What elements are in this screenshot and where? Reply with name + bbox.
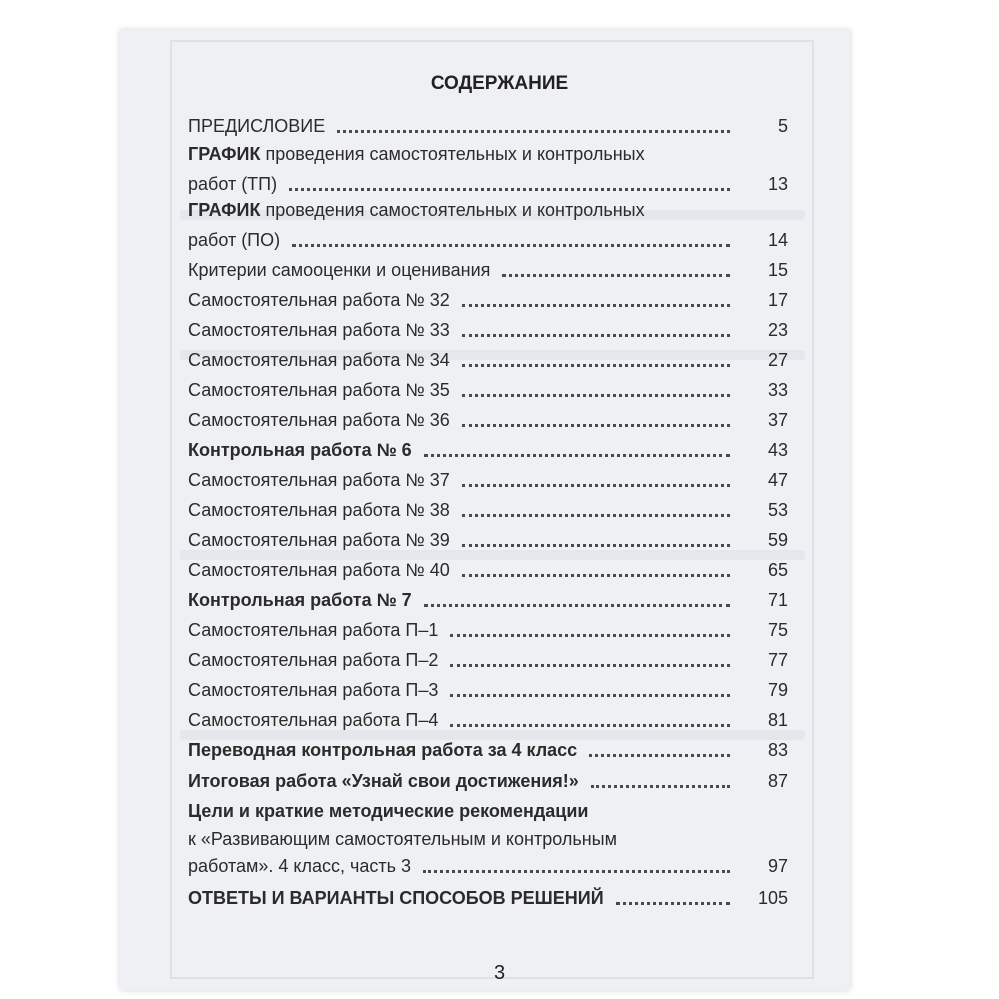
toc-entry-recommendations[interactable] xyxy=(188,797,748,853)
toc-entry-schedule-po-line2[interactable] xyxy=(188,222,788,251)
toc-entry-title: Критерии самооценки и оценивания xyxy=(188,260,491,280)
toc-entry-page: 77 xyxy=(767,650,788,670)
toc-entry-title: Самостоятельная работа № 36 xyxy=(188,410,450,430)
dot-leader xyxy=(424,453,730,457)
toc-entry[interactable] xyxy=(188,402,788,431)
toc-entry-title: ОТВЕТЫ И ВАРИАНТЫ СПОСОБОВ РЕШЕНИЙ xyxy=(188,888,604,908)
toc-entry-page: 27 xyxy=(767,350,788,370)
toc-entry-bold-title: ГРАФИК xyxy=(188,200,261,220)
dot-leader xyxy=(424,603,730,607)
dot-leader xyxy=(462,303,730,307)
toc-entry[interactable] xyxy=(188,672,788,701)
dot-leader xyxy=(591,784,730,788)
toc-entry-bold-title: ГРАФИК xyxy=(188,144,261,164)
toc-entry-page: 75 xyxy=(767,620,788,640)
toc-entry-page: 79 xyxy=(767,680,788,700)
toc-entry[interactable] xyxy=(188,312,788,341)
toc-entry-page: 14 xyxy=(767,230,788,250)
toc-entry[interactable] xyxy=(188,522,788,551)
toc-entry-transfer-test[interactable] xyxy=(188,732,788,761)
toc-entry[interactable] xyxy=(188,462,788,491)
toc-entry[interactable] xyxy=(188,702,788,731)
toc-entry[interactable] xyxy=(188,372,788,401)
toc-entry-title: работам». 4 класс, часть 3 xyxy=(188,856,412,876)
toc-entry-test[interactable] xyxy=(188,432,788,461)
toc-entry-title: Самостоятельная работа П–4 xyxy=(188,710,439,730)
toc-entry[interactable] xyxy=(188,552,788,581)
toc-entry-title: Контрольная работа № 7 xyxy=(188,590,412,610)
toc-entry-title: Самостоятельная работа № 34 xyxy=(188,350,450,370)
toc-entry-page: 23 xyxy=(767,320,788,340)
dot-leader xyxy=(589,753,730,757)
dot-leader xyxy=(289,187,730,191)
toc-entry-title: Итоговая работа «Узнай свои достижения!» xyxy=(188,771,579,791)
toc-entry-title: Самостоятельная работа № 40 xyxy=(188,560,450,580)
toc-entry-page: 65 xyxy=(767,560,788,580)
toc-entry-page: 17 xyxy=(767,290,788,310)
dot-leader xyxy=(462,573,730,577)
toc-entry[interactable] xyxy=(188,282,788,311)
toc-entry-schedule-tp[interactable] xyxy=(188,140,748,168)
toc-entry[interactable] xyxy=(188,342,788,371)
toc-entry-title: Самостоятельная работа № 38 xyxy=(188,500,450,520)
toc-entry-answers[interactable] xyxy=(188,880,788,909)
toc-entry-recommendations-line3[interactable] xyxy=(188,848,788,877)
toc-entry-title: работ (ТП) xyxy=(188,174,278,194)
dot-leader xyxy=(462,393,730,397)
toc-entry-bold-title: Цели и краткие методические рекомендации xyxy=(188,801,589,821)
toc-entry[interactable] xyxy=(188,612,788,641)
dot-leader xyxy=(337,129,730,133)
toc-entry-page: 81 xyxy=(767,710,788,730)
toc-entry-schedule-po[interactable] xyxy=(188,196,748,224)
toc-entry-page: 59 xyxy=(767,530,788,550)
toc-entry-title: проведения самостоятельных и контрольных xyxy=(265,144,645,164)
dot-leader xyxy=(450,723,730,727)
toc-entry-title: Самостоятельная работа П–3 xyxy=(188,680,439,700)
toc-entry-title: Контрольная работа № 6 xyxy=(188,440,412,460)
dot-leader xyxy=(462,333,730,337)
toc-entry-title: Переводная контрольная работа за 4 класс xyxy=(188,740,578,760)
toc-entry-title: Самостоятельная работа № 35 xyxy=(188,380,450,400)
toc-entry[interactable] xyxy=(188,252,788,281)
toc-entry-page: 87 xyxy=(767,771,788,791)
toc-entry-title: проведения самостоятельных и контрольных xyxy=(265,200,645,220)
toc-entry-page: 33 xyxy=(767,380,788,400)
page-number: 3 xyxy=(493,962,506,984)
toc-entry-title: к «Развивающим самостоятельным и контрольным xyxy=(188,829,617,849)
dot-leader xyxy=(423,869,730,873)
toc-entry-page: 15 xyxy=(767,260,788,280)
dot-leader xyxy=(462,423,730,427)
dot-leader xyxy=(450,663,730,667)
toc-entry-page: 71 xyxy=(767,590,788,610)
toc-entry[interactable] xyxy=(188,642,788,671)
toc-entry-title: Самостоятельная работа № 33 xyxy=(188,320,450,340)
toc-entry[interactable] xyxy=(188,492,788,521)
dot-leader xyxy=(450,693,730,697)
toc-entry-schedule-tp-line2[interactable] xyxy=(188,166,788,195)
toc-entry-test[interactable] xyxy=(188,582,788,611)
toc-entry-page: 105 xyxy=(757,888,788,908)
toc-entry-page: 97 xyxy=(767,856,788,876)
dot-leader xyxy=(462,513,730,517)
toc-entry-foreword[interactable] xyxy=(188,108,788,137)
dot-leader xyxy=(502,273,730,277)
toc-entry-title: Самостоятельная работа П–1 xyxy=(188,620,439,640)
toc-entry-final-test[interactable] xyxy=(188,763,788,792)
toc-entry-title: Самостоятельная работа № 39 xyxy=(188,530,450,550)
dot-leader xyxy=(462,543,730,547)
toc-entry-page: 53 xyxy=(767,500,788,520)
toc-entry-title: Самостоятельная работа П–2 xyxy=(188,650,439,670)
toc-entry-page: 37 xyxy=(767,410,788,430)
toc-entry-page: 43 xyxy=(767,440,788,460)
toc-entry-page: 47 xyxy=(767,470,788,490)
toc-entry-title: Самостоятельная работа № 37 xyxy=(188,470,450,490)
toc-entry-title: ПРЕДИСЛОВИЕ xyxy=(188,116,326,136)
dot-leader xyxy=(462,483,730,487)
dot-leader xyxy=(462,363,730,367)
toc-entry-page: 83 xyxy=(767,740,788,760)
toc-entry-title: работ (ПО) xyxy=(188,230,281,250)
toc-entry-page: 13 xyxy=(767,174,788,194)
toc-entry-title: Самостоятельная работа № 32 xyxy=(188,290,450,310)
dot-leader xyxy=(292,243,730,247)
dot-leader xyxy=(616,901,730,905)
dot-leader xyxy=(450,633,730,637)
toc-entry-page: 5 xyxy=(777,116,788,136)
page-title: СОДЕРЖАНИЕ xyxy=(430,73,569,94)
